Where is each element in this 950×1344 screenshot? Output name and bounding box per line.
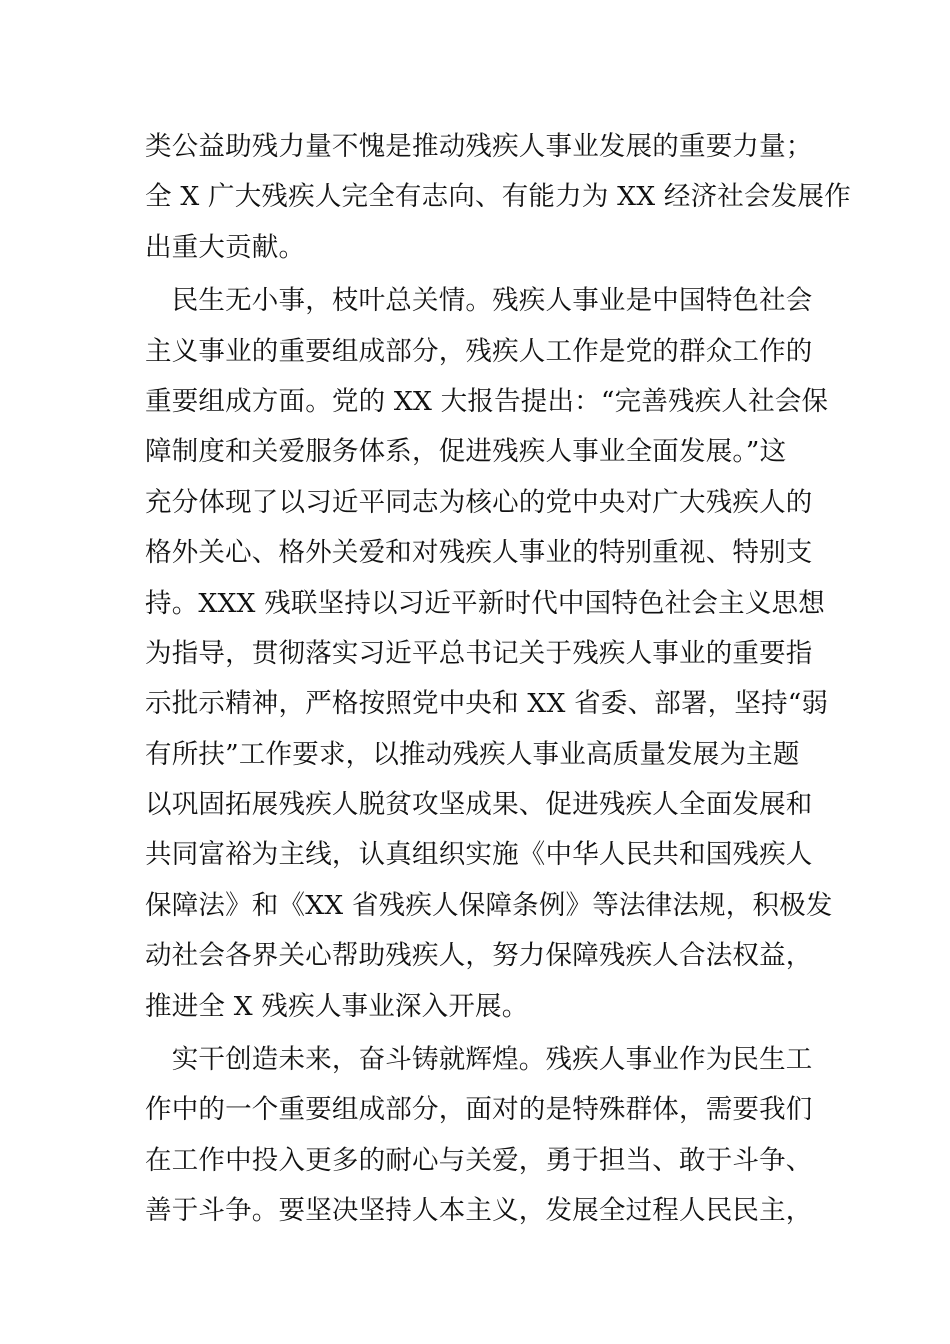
document-body [145,122,851,1237]
text-line: 善于斗争。要坚决坚持人本主义，发展全过程人民民主， [145,1195,813,1227]
text-line: 持。XXX 残联坚持以习近平新时代中国特色社会主义思想 [145,587,825,619]
text-line: 障制度和关爱服务体系，促进残疾人事业全面发展。”这 [145,436,787,468]
text-line: 实干创造未来，奋斗铸就辉煌。残疾人事业作为民生工 [145,1044,813,1076]
text-line: 共同富裕为主线，认真组织实施《中华人民共和国残疾人 [145,839,813,871]
text-line: 充分体现了以习近平同志为核心的党中央对广大残疾人的 [145,486,813,518]
text-line: 作中的一个重要组成部分，面对的是特殊群体，需要我们 [145,1094,813,1126]
text-line: 示批示精神，严格按照党中央和 XX 省委、部署，坚持“弱 [145,688,829,720]
text-line: 推进全 X 残疾人事业深入开展。 [145,990,529,1022]
text-line: 类公益助残力量不愧是推动残疾人事业发展的重要力量； [145,131,813,162]
text-line: 重要组成方面。党的 XX 大报告提出：“完善残疾人社会保 [145,385,829,417]
text-line: 为指导，贯彻落实习近平总书记关于残疾人事业的重要指 [145,637,813,669]
text-line: 以巩固拓展残疾人脱贫攻坚成果、促进残疾人全面发展和 [145,789,813,821]
text-line: 在工作中投入更多的耐心与关爱，勇于担当、敢于斗争、 [145,1144,813,1176]
text-line: 民生无小事，枝叶总关情。残疾人事业是中国特色社会 [145,285,813,317]
text-line: 格外关心、格外关爱和对残疾人事业的特别重视、特别支 [145,537,813,569]
text-line: 出重大贡献。 [145,231,306,263]
text-line: 全 X 广大残疾人完全有志向、有能力为 XX 经济社会发展作 [145,181,851,213]
text-line: 有所扶”工作要求，以推动残疾人事业高质量发展为主题 [145,738,800,770]
text-line: 动社会各界关心帮助残疾人，努力保障残疾人合法权益， [145,940,813,972]
text-line: 主义事业的重要组成部分，残疾人工作是党的群众工作的 [145,335,813,367]
text-line: 保障法》和《XX 省残疾人保障条例》等法律法规，积极发 [145,889,833,921]
